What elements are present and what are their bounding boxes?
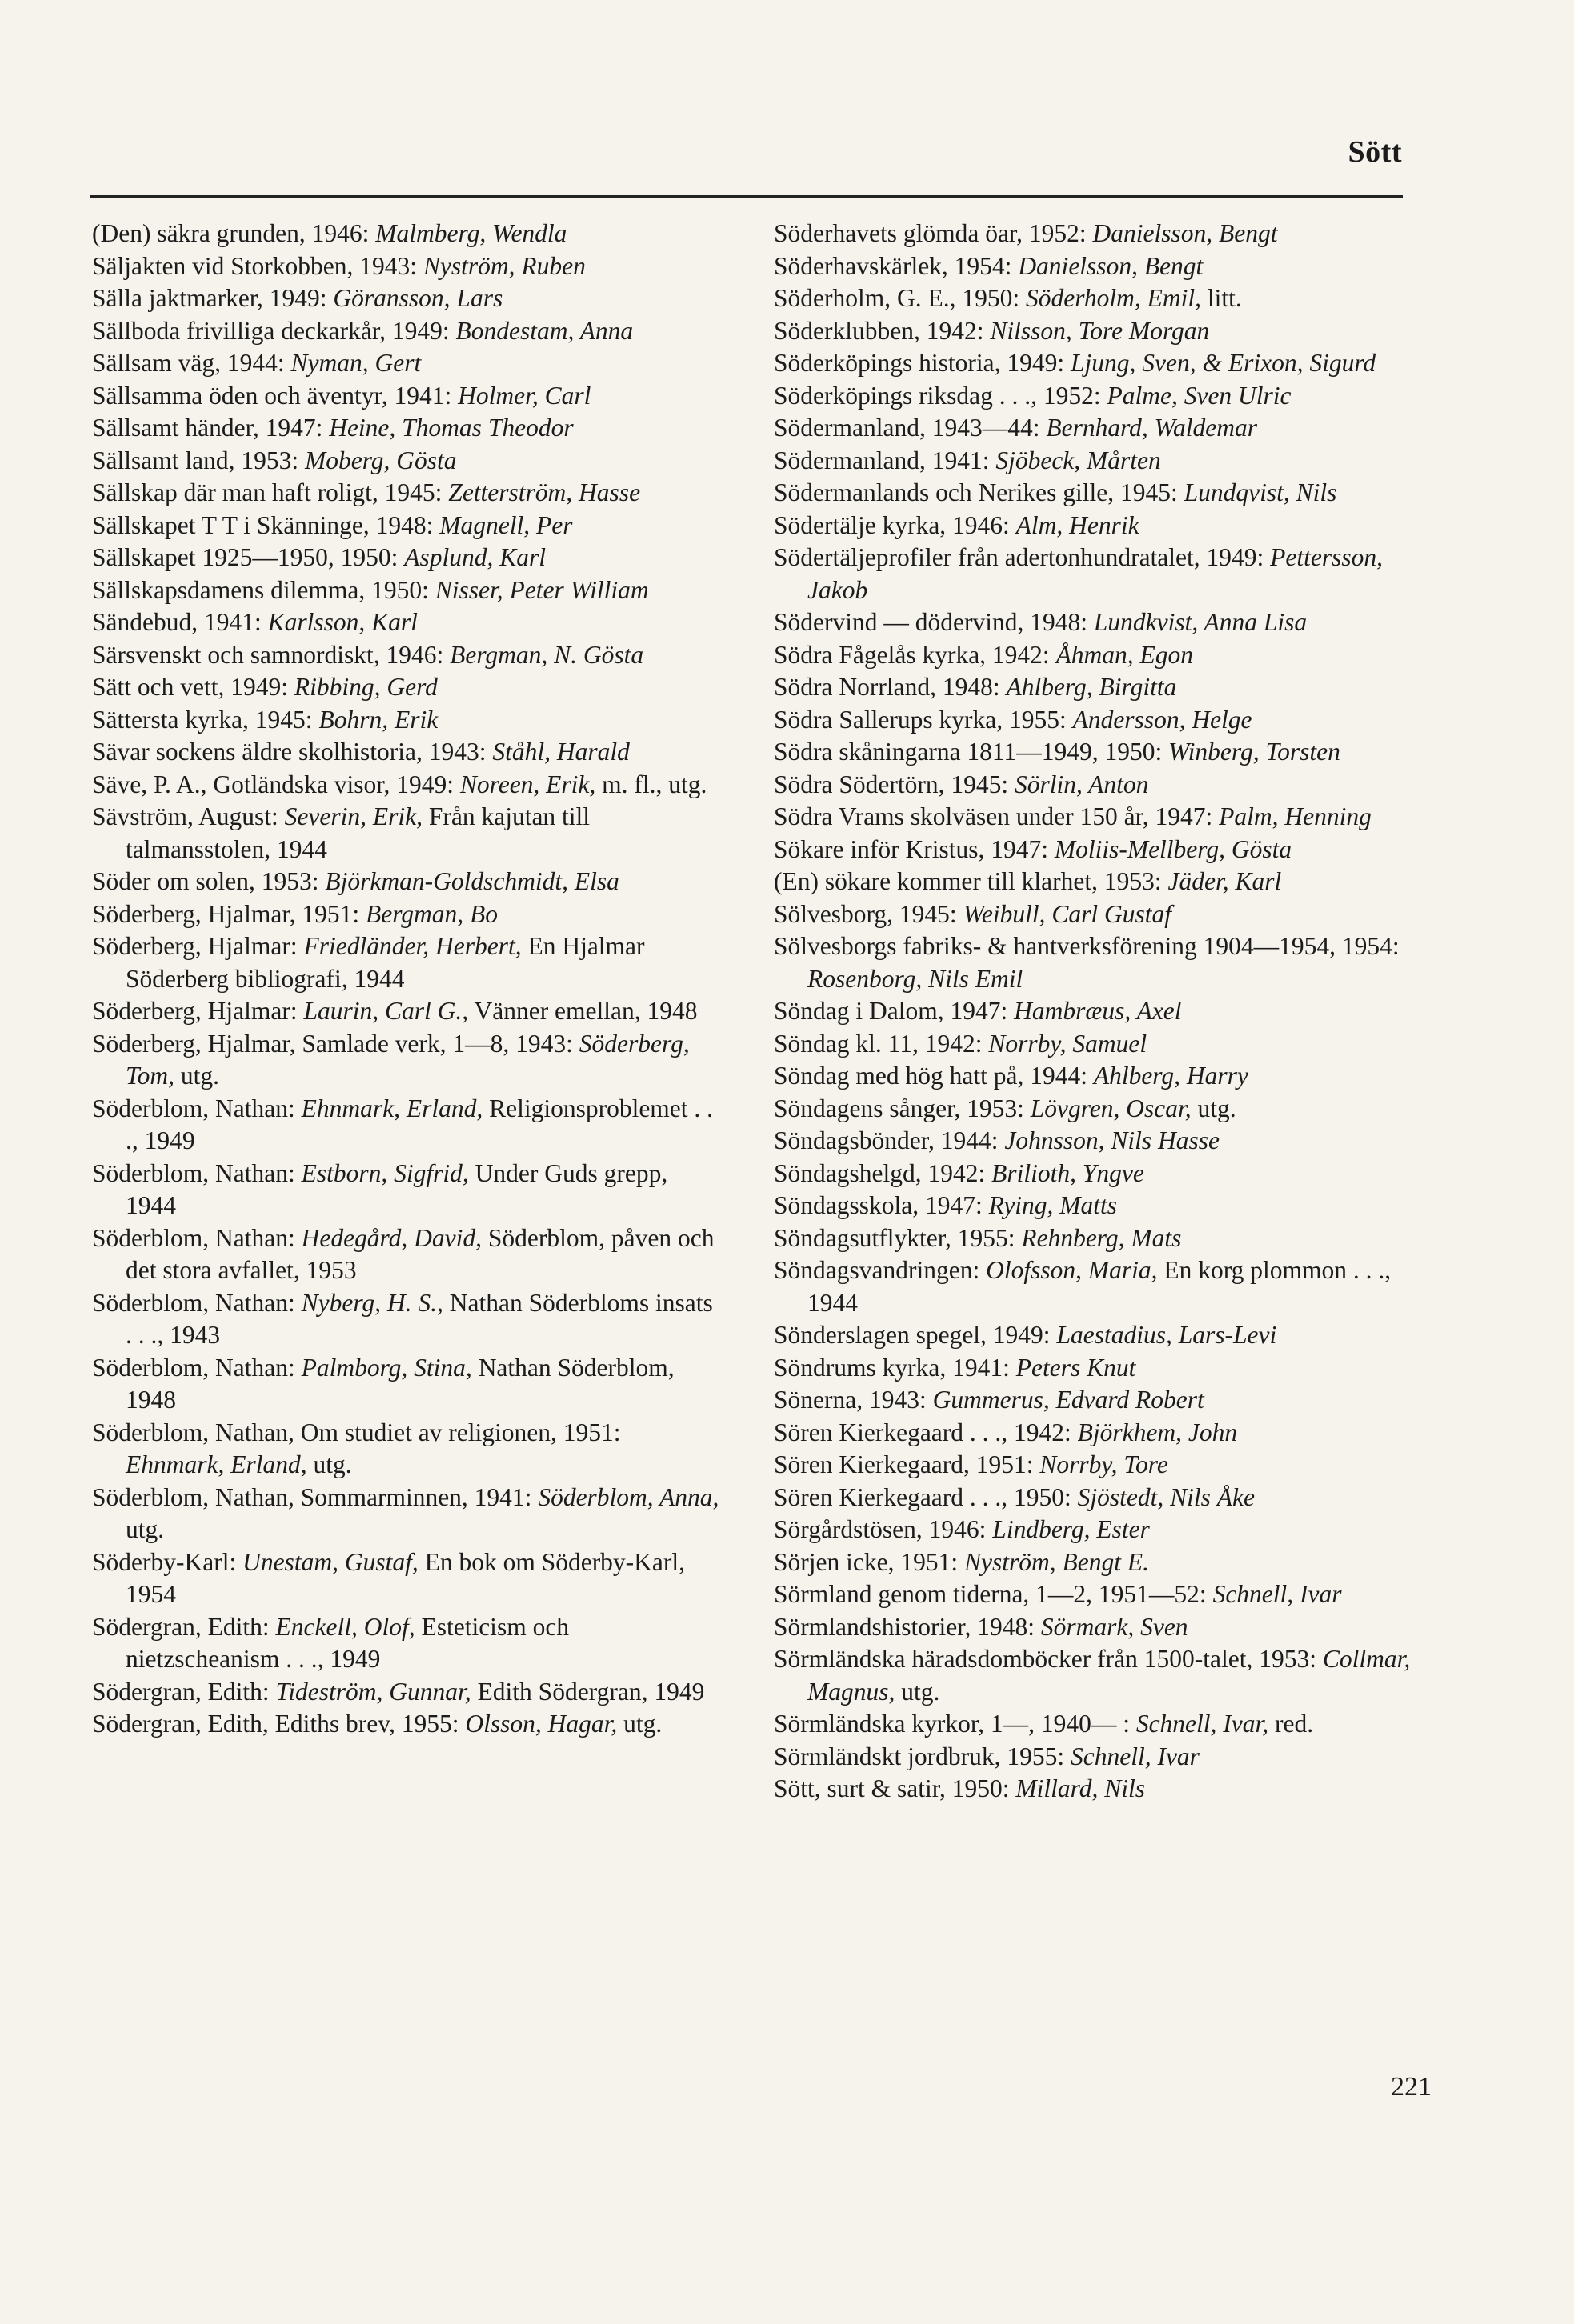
entry-title: Sörmländska kyrkor, 1—, 1940— : <box>774 1710 1136 1738</box>
index-entry <box>774 898 1430 931</box>
index-entry <box>774 445 1430 478</box>
entry-title: Sälla jaktmarker, 1949: <box>92 284 334 312</box>
entry-title: (En) sökare kommer till klarhet, 1953: <box>774 867 1168 895</box>
entry-author: Danielsson, Bengt <box>1018 251 1204 280</box>
index-entry <box>92 250 724 283</box>
entry-title: Södermanland, 1943—44: <box>774 414 1047 442</box>
index-entry <box>774 1222 1430 1255</box>
entry-note: En Hjalmar Söderberg bibliografi, 1944 <box>126 932 645 993</box>
index-entry <box>92 412 724 445</box>
entry-title: Sällsam väg, 1944: <box>92 349 291 377</box>
entry-author: Laestadius, Lars-Levi <box>1056 1321 1277 1349</box>
entry-author: Karlsson, Karl <box>267 608 418 636</box>
entry-author: Sörmark, Sven <box>1040 1612 1188 1641</box>
index-entry <box>774 1417 1430 1450</box>
index-entry <box>774 1190 1430 1222</box>
entry-title: Söndrums kyrka, 1941: <box>774 1353 1016 1382</box>
entry-title: Sättersta kyrka, 1945: <box>92 705 319 734</box>
entry-note: Under Guds grepp, 1944 <box>126 1158 668 1219</box>
index-entry <box>774 866 1430 898</box>
entry-author: Johnsson, Nils Hasse <box>1004 1126 1220 1154</box>
entry-title: Södermanlands och Nerikes gille, 1945: <box>774 478 1184 506</box>
entry-note: En korg plommon . . ., 1944 <box>807 1256 1392 1317</box>
index-entry <box>774 1741 1430 1774</box>
index-entry <box>92 542 724 574</box>
entry-author: Enckell, Olof, <box>275 1612 415 1641</box>
entry-author: Olsson, Hagar, <box>465 1710 618 1738</box>
entry-author: Nilsson, Tore Morgan <box>990 316 1210 345</box>
entry-title: Sött, surt & satir, 1950: <box>774 1774 1016 1802</box>
index-entry <box>92 477 724 510</box>
index-entry <box>92 1093 724 1158</box>
header-rule <box>90 195 1403 198</box>
entry-author: Brilioth, Yngve <box>991 1158 1144 1187</box>
entry-author: Nisser, Peter William <box>435 575 649 604</box>
index-entry <box>774 639 1430 672</box>
entry-title: Söndagsskola, 1947: <box>774 1191 989 1219</box>
entry-title: Söderhavskärlek, 1954: <box>774 251 1019 280</box>
entry-author: Nyström, Ruben <box>423 251 586 280</box>
entry-author: Schnell, Ivar <box>1212 1580 1342 1608</box>
entry-title: Sörgårdstösen, 1946: <box>774 1515 993 1543</box>
entry-author: Friedländer, Herbert, <box>303 932 522 960</box>
entry-author: Björkman-Goldschmidt, Elsa <box>325 867 619 895</box>
entry-title: Sörmländska häradsdomböcker från 1500-talet, 1953: <box>774 1645 1323 1673</box>
entry-author: Holmer, Carl <box>458 381 591 410</box>
entry-note: m. fl., utg. <box>595 770 707 798</box>
entry-note: utg. <box>306 1450 352 1478</box>
entry-note: Nathan Söderbloms insats . . ., 1943 <box>126 1288 713 1349</box>
entry-author: Ehnmark, Erland, <box>301 1094 483 1122</box>
entry-author: Danielsson, Bengt <box>1092 219 1278 247</box>
index-entry <box>774 606 1430 639</box>
index-entry <box>774 218 1430 250</box>
entry-title: Söderblom, Nathan, Sommarminnen, 1941: <box>92 1482 539 1511</box>
index-entry <box>774 1319 1430 1352</box>
left-column <box>92 218 724 1741</box>
entry-note: En bok om Söderby-Karl, 1954 <box>126 1547 686 1608</box>
entry-title: Söder om solen, 1953: <box>92 867 326 895</box>
entry-title: Sällskap där man haft roligt, 1945: <box>92 478 449 506</box>
entry-note: utg. <box>1191 1094 1236 1122</box>
entry-title: Sölvesborg, 1945: <box>774 899 963 928</box>
entry-author: Söderblom, Anna, <box>538 1482 719 1511</box>
entry-author: Moliis-Mellberg, Gösta <box>1054 834 1292 863</box>
entry-author: Bergman, Bo <box>365 899 499 928</box>
index-entry <box>92 510 724 542</box>
entry-author: Söderholm, Emil, <box>1026 284 1202 312</box>
entry-title: Söndagsbönder, 1944: <box>774 1126 1005 1154</box>
entry-title: Sävström, August: <box>92 802 285 830</box>
entry-title: Sällskapet T T i Skänninge, 1948: <box>92 510 440 539</box>
entry-title: Södra Fågelås kyrka, 1942: <box>774 640 1056 669</box>
entry-title: Söderblom, Nathan: <box>92 1288 302 1317</box>
entry-title: Söderblom, Nathan: <box>92 1223 302 1252</box>
index-entry <box>92 1287 724 1352</box>
entry-author: Pettersson, Jakob <box>807 543 1384 604</box>
index-entry <box>774 315 1430 348</box>
entry-title: Söderholm, G. E., 1950: <box>774 284 1026 312</box>
entry-title: Södra Sallerups kyrka, 1955: <box>774 705 1073 734</box>
index-entry <box>92 1028 724 1093</box>
index-entry <box>774 769 1430 802</box>
entry-author: Nyman, Gert <box>290 349 422 377</box>
index-entry <box>774 250 1430 283</box>
index-entry <box>774 477 1430 510</box>
index-entry <box>774 1514 1430 1546</box>
entry-author: Heine, Thomas Theodor <box>329 414 574 442</box>
entry-author: Rying, Matts <box>988 1191 1118 1219</box>
entry-author: Lövgren, Oscar, <box>1030 1094 1192 1122</box>
entry-author: Hedegård, David, <box>301 1223 483 1252</box>
entry-author: Tideström, Gunnar, <box>275 1677 471 1706</box>
index-entry <box>774 1578 1430 1611</box>
index-entry <box>774 510 1430 542</box>
entry-author: Norrby, Samuel <box>988 1029 1147 1058</box>
index-entry <box>774 1028 1430 1061</box>
entry-author: Malmberg, Wendla <box>375 219 567 247</box>
entry-title: Sällsamt händer, 1947: <box>92 414 330 442</box>
entry-author: Laurin, Carl G., <box>303 997 469 1025</box>
index-entry <box>774 801 1430 834</box>
entry-author: Rehnberg, Mats <box>1021 1223 1182 1252</box>
entry-title: Söndag kl. 11, 1942: <box>774 1029 989 1058</box>
index-entry <box>774 542 1430 606</box>
entry-title: Sörmland genom tiderna, 1—2, 1951—52: <box>774 1580 1213 1608</box>
entry-title: Sökare inför Kristus, 1947: <box>774 834 1055 863</box>
entry-author: Peters Knut <box>1015 1353 1136 1382</box>
entry-author: Ljung, Sven, & Erixon, Sigurd <box>1071 349 1376 377</box>
entry-author: Lindberg, Ester <box>992 1515 1150 1543</box>
entry-title: Sällsamt land, 1953: <box>92 446 305 474</box>
entry-title: Söndagens sånger, 1953: <box>774 1094 1031 1122</box>
entry-title: Södra Vrams skolväsen under 150 år, 1947: <box>774 802 1220 830</box>
entry-author: Collmar, Magnus, <box>807 1645 1411 1706</box>
index-entry <box>774 1384 1430 1417</box>
index-entry <box>92 898 724 931</box>
entry-title: Södergran, Edith, Ediths brev, 1955: <box>92 1710 466 1738</box>
entry-note: Från kajutan till talmansstolen, 1944 <box>126 802 591 863</box>
entry-title: Södertäljeprofiler från adertonhundratalet, 1949: <box>774 543 1271 571</box>
entry-author: Severin, Erik, <box>284 802 423 830</box>
entry-author: Zetterström, Hasse <box>448 478 641 506</box>
index-entry <box>92 445 724 478</box>
entry-title: Sönerna, 1943: <box>774 1386 933 1414</box>
entry-title: Södermanland, 1941: <box>774 446 996 474</box>
index-entry <box>774 1449 1430 1482</box>
entry-note: litt. <box>1201 284 1242 312</box>
index-entry <box>92 930 724 995</box>
entry-author: Olofsson, Maria, <box>986 1256 1158 1284</box>
index-entry <box>774 736 1430 769</box>
index-entry <box>774 930 1430 995</box>
entry-title: Söderhavets glömda öar, 1952: <box>774 219 1093 247</box>
index-entry <box>92 1158 724 1222</box>
page-number: 221 <box>1391 2072 1432 2102</box>
entry-author: Jäder, Karl <box>1167 867 1282 895</box>
entry-title: Söndagsvandringen: <box>774 1256 987 1284</box>
entry-author: Unestam, Gustaf, <box>242 1547 419 1576</box>
index-entry <box>92 639 724 672</box>
entry-title: Sölvesborgs fabriks- & hantverksförening 1904—1954, 1954: <box>774 932 1400 960</box>
entry-note: utg. <box>174 1062 220 1090</box>
entry-author: Alm, Henrik <box>1015 510 1139 539</box>
entry-title: Sändebud, 1941: <box>92 608 268 636</box>
entry-author: Estborn, Sigfrid, <box>301 1158 469 1187</box>
entry-title: Södra skåningarna 1811—1949, 1950: <box>774 738 1169 766</box>
entry-title: Söndagshelgd, 1942: <box>774 1158 992 1187</box>
index-entry <box>92 380 724 413</box>
entry-author: Ribbing, Gerd <box>294 673 438 701</box>
index-entry <box>774 671 1430 704</box>
entry-author: Andersson, Helge <box>1072 705 1252 734</box>
entry-author: Sjöbeck, Mårten <box>995 446 1161 474</box>
index-entry <box>774 1482 1430 1514</box>
entry-note: Edith Södergran, 1949 <box>471 1677 705 1706</box>
entry-title: Södergran, Edith: <box>92 1677 276 1706</box>
entry-title: Söderblom, Nathan: <box>92 1158 302 1187</box>
entry-title: Söderberg, Hjalmar: <box>92 997 304 1025</box>
entry-title: Södergran, Edith: <box>92 1612 276 1641</box>
entry-title: Södra Norrland, 1948: <box>774 673 1007 701</box>
index-entry <box>92 1546 724 1611</box>
entry-title: Sörmländskt jordbruk, 1955: <box>774 1742 1071 1770</box>
entry-author: Bohrn, Erik <box>318 705 439 734</box>
entry-title: Sönderslagen spegel, 1949: <box>774 1321 1057 1349</box>
entry-title: Söndag i Dalom, 1947: <box>774 997 1015 1025</box>
index-entry <box>92 801 724 866</box>
entry-author: Magnell, Per <box>439 510 573 539</box>
running-head: Sött <box>1348 135 1402 169</box>
entry-title: Södervind — dödervind, 1948: <box>774 608 1094 636</box>
index-entry <box>774 380 1430 413</box>
index-entry <box>92 704 724 737</box>
entry-author: Sörlin, Anton <box>1014 770 1149 798</box>
entry-author: Schnell, Ivar <box>1071 1742 1200 1770</box>
entry-note: Religionsproblemet . . ., 1949 <box>126 1094 714 1154</box>
entry-author: Ahlberg, Birgitta <box>1006 673 1177 701</box>
index-entry <box>774 1254 1430 1319</box>
entry-author: Björkhem, John <box>1077 1418 1238 1446</box>
index-entry <box>92 671 724 704</box>
entry-author: Norrby, Tore <box>1039 1450 1168 1478</box>
index-entry <box>92 218 724 250</box>
index-entry <box>92 1482 724 1546</box>
entry-title: Särsvenskt och samnordiskt, 1946: <box>92 640 451 669</box>
entry-title: Sällskapet 1925—1950, 1950: <box>92 543 405 571</box>
entry-author: Weibull, Carl Gustaf <box>963 899 1172 928</box>
index-entry <box>92 606 724 639</box>
entry-author: Nyberg, H. S., <box>301 1288 443 1317</box>
entry-title: Sällskapsdamens dilemma, 1950: <box>92 575 435 604</box>
entry-author: Ahlberg, Harry <box>1093 1062 1248 1090</box>
entry-author: Palme, Sven Ulric <box>1107 381 1292 410</box>
entry-author: Bondestam, Anna <box>455 316 634 345</box>
index-entry <box>774 1611 1430 1644</box>
entry-author: Moberg, Gösta <box>304 446 457 474</box>
index-entry <box>92 574 724 607</box>
entry-title: Säljakten vid Storkobben, 1943: <box>92 251 423 280</box>
entry-author: Nyström, Bengt E. <box>963 1547 1149 1576</box>
entry-author: Åhman, Egon <box>1055 640 1194 669</box>
index-entry <box>774 1125 1430 1158</box>
index-entry <box>774 1093 1430 1126</box>
entry-title: Sävar sockens äldre skolhistoria, 1943: <box>92 738 493 766</box>
entry-author: Göransson, Lars <box>333 284 503 312</box>
entry-title: Söderberg, Hjalmar, 1951: <box>92 899 366 928</box>
entry-author: Ståhl, Harald <box>492 738 630 766</box>
entry-author: Bernhard, Waldemar <box>1046 414 1258 442</box>
entry-author: Gummerus, Edvard Robert <box>932 1386 1204 1414</box>
index-entry <box>774 1773 1430 1806</box>
index-entry <box>774 347 1430 380</box>
entry-note: utg. <box>895 1677 940 1706</box>
index-entry <box>774 1546 1430 1579</box>
entry-author: Schnell, Ivar, <box>1135 1710 1269 1738</box>
entry-title: Söderköpings riksdag . . ., 1952: <box>774 381 1107 410</box>
entry-author: Palmborg, Stina, <box>301 1353 472 1382</box>
entry-author: Palm, Henning <box>1219 802 1372 830</box>
entry-title: Söderberg, Hjalmar: <box>92 932 304 960</box>
index-entry <box>774 1643 1430 1708</box>
entry-title: Söderby-Karl: <box>92 1547 243 1576</box>
index-entry <box>774 1352 1430 1385</box>
entry-author: Ehnmark, Erland, <box>126 1450 307 1478</box>
entry-title: Sörmlandshistorier, 1948: <box>774 1612 1041 1641</box>
entry-author: Winberg, Torsten <box>1168 738 1340 766</box>
index-entry <box>92 1352 724 1417</box>
index-entry <box>774 282 1430 315</box>
entry-note: red. <box>1268 1710 1314 1738</box>
index-entry <box>774 1060 1430 1093</box>
index-entry <box>92 315 724 348</box>
index-entry <box>92 1611 724 1676</box>
index-entry <box>92 1676 724 1709</box>
entry-author: Lundqvist, Nils <box>1184 478 1337 506</box>
index-entry <box>92 1708 724 1741</box>
entry-note: Esteticism och nietzscheanism . . ., 1949 <box>126 1612 570 1673</box>
right-column <box>774 218 1430 1806</box>
entry-author: Söderberg, Tom, <box>126 1029 690 1090</box>
index-entry <box>774 412 1430 445</box>
index-entry <box>92 282 724 315</box>
entry-title: Södertälje kyrka, 1946: <box>774 510 1016 539</box>
entry-title: (Den) säkra grunden, 1946: <box>92 219 376 247</box>
entry-title: Söndag med hög hatt på, 1944: <box>774 1062 1094 1090</box>
entry-author: Millard, Nils <box>1015 1774 1145 1802</box>
entry-title: Sören Kierkegaard, 1951: <box>774 1450 1040 1478</box>
entry-title: Söndagsutflykter, 1955: <box>774 1223 1022 1252</box>
index-entry <box>774 1708 1430 1741</box>
index-entry <box>92 866 724 898</box>
entry-title: Sällsamma öden och äventyr, 1941: <box>92 381 459 410</box>
entry-note: utg. <box>126 1515 165 1543</box>
entry-author: Bergman, N. Gösta <box>450 640 644 669</box>
index-entry <box>92 1222 724 1287</box>
index-entry <box>774 995 1430 1028</box>
entry-title: Sätt och vett, 1949: <box>92 673 294 701</box>
entry-title: Söderblom, Nathan: <box>92 1353 302 1382</box>
index-entry <box>92 1417 724 1482</box>
entry-title: Söderblom, Nathan, Om studiet av religionen, 1951: <box>92 1418 621 1446</box>
index-entry <box>774 704 1430 737</box>
entry-note: Vänner emellan, 1948 <box>468 997 698 1025</box>
entry-title: Sällboda frivilliga deckarkår, 1949: <box>92 316 456 345</box>
entry-title: Söderberg, Hjalmar, Samlade verk, 1—8, 1943: <box>92 1029 579 1058</box>
index-entry <box>774 834 1430 866</box>
entry-title: Säve, P. A., Gotländska visor, 1949: <box>92 770 460 798</box>
index-entry <box>774 1158 1430 1190</box>
entry-title: Söderblom, Nathan: <box>92 1094 302 1122</box>
entry-author: Rosenborg, Nils Emil <box>807 964 1023 993</box>
entry-title: Söderköpings historia, 1949: <box>774 349 1071 377</box>
index-entry <box>92 995 724 1028</box>
entry-note: utg. <box>617 1710 663 1738</box>
index-entry <box>92 347 724 380</box>
index-entry <box>92 769 724 802</box>
entry-title: Sörjen icke, 1951: <box>774 1547 964 1576</box>
entry-note: Nathan Söderblom, 1948 <box>126 1353 675 1414</box>
entry-author: Noreen, Erik, <box>459 770 596 798</box>
entry-note: Söderblom, påven och det stora avfallet, 1953 <box>126 1223 715 1284</box>
entry-title: Södra Södertörn, 1945: <box>774 770 1015 798</box>
entry-title: Sören Kierkegaard . . ., 1950: <box>774 1482 1078 1511</box>
entry-author: Hambræus, Axel <box>1014 997 1182 1025</box>
entry-title: Sören Kierkegaard . . ., 1942: <box>774 1418 1078 1446</box>
entry-author: Sjöstedt, Nils Åke <box>1077 1482 1256 1511</box>
entry-author: Asplund, Karl <box>404 543 547 571</box>
index-entry <box>92 736 724 769</box>
entry-author: Lundkvist, Anna Lisa <box>1093 608 1308 636</box>
entry-title: Söderklubben, 1942: <box>774 316 991 345</box>
